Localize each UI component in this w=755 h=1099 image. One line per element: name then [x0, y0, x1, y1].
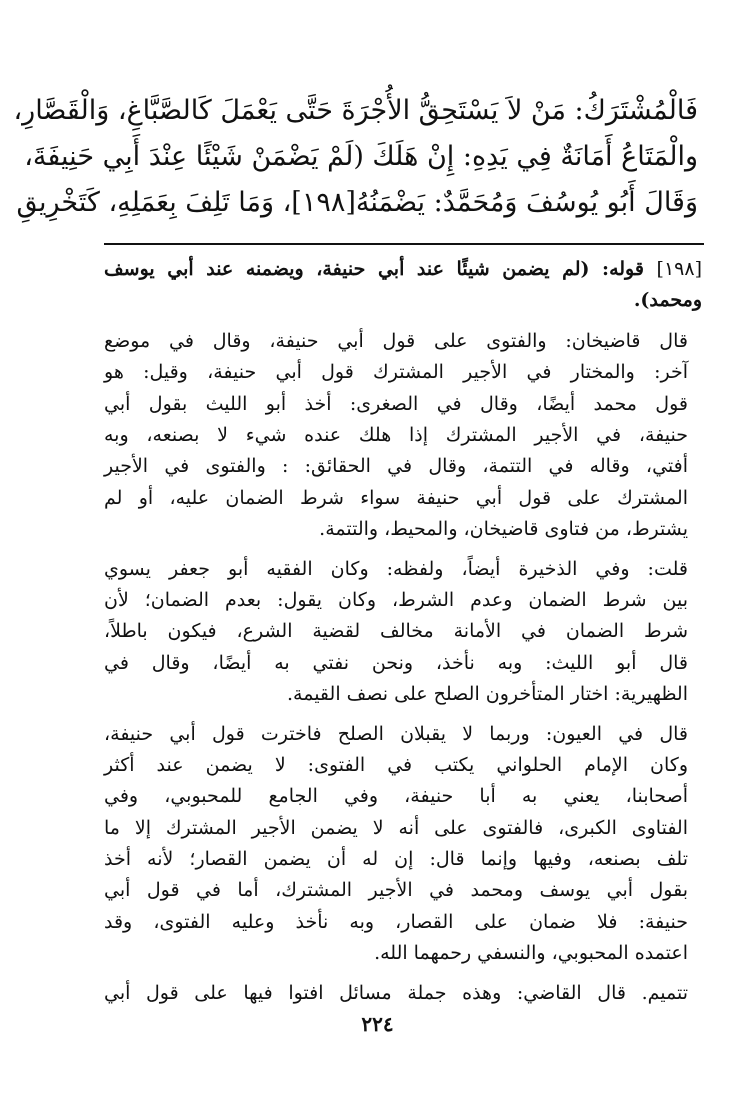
footnote-line: قال في العيون: وربما لا يقبلان الصلح فاخترت قول أبي حنيفة، — [104, 722, 688, 745]
footnote-heading — [104, 254, 702, 317]
footnote-line: قول محمد أيضًا، وقال في الصغرى: أخذ أبو الليث بقول أبي — [104, 392, 689, 415]
footnote-line: حنيفة، في الأجير المشترك إذا هلك عنده شيء لا بصنعه، وبه — [104, 423, 688, 446]
footnote-separator — [104, 243, 704, 245]
footnote-paragraph — [104, 554, 702, 711]
footnote-paragraph — [104, 719, 702, 970]
footnote-line: وكان الإمام الحلواني يكتب في الفتوى: لا يضمن عند أكثر — [104, 753, 688, 776]
footnote-line: حنيفة: فلا ضمان على القصار، وبه نأخذ وعليه الفتوى، وقد — [104, 910, 688, 933]
footnote-heading-text: قوله: (لم يضمن شيئًا عند أبي حنيفة، ويضمنه عند أبي يوسف ومحمد). — [104, 258, 702, 312]
footnote-line: قال أبو الليث: وبه نأخذ، ونحن نفتي به أيضًا، وقال في — [104, 651, 688, 674]
footnote-line: أصحابنا، يعني به أبا حنيفة، وفي الجامع للمحبوبي، وفي — [104, 785, 688, 808]
footnote-line: شرط الضمان في الأمانة مخالف لقضية الشرع، فيكون باطلاً، — [104, 620, 688, 643]
footnote-line: تلف بصنعه، وفيها وإنما قال: إن له أن يضمن القصار؛ لأنه أخذ — [104, 848, 688, 871]
footnote-line: تتميم. قال القاضي: وهذه جملة مسائل افتوا فيها على قول أبي — [104, 981, 688, 1004]
footnote-paragraph — [104, 978, 702, 1009]
main-text-line: وَقَالَ أَبُو يُوسُفَ وَمُحَمَّدٌ: يَضْمَنُهُ[١٩٨]، وَمَا تَلِفَ بِعَمَلِهِ، كَتَخْرِيقِ — [16, 187, 698, 218]
footnote-line: اعتمده المحبوبي، والنسفي رحمهما الله. — [374, 942, 688, 965]
footnote-paragraph — [104, 326, 702, 546]
main-text-line: والْمَتَاعُ أَمَانَةٌ فِي يَدِهِ: إِنْ هَلَكَ (لَمْ يَضْمَنْ شَيْئًا عِنْدَ أَبِي حَنِيفَةَ، — [24, 141, 698, 172]
footnote-line: الفتاوى الكبرى، فالفتوى على أنه لا يضمن الأجير المشترك إلا ما — [104, 816, 688, 839]
footnote-line: يشترط، من فتاوى قاضيخان، والمحيط، والتتمة. — [319, 518, 688, 541]
footnote-section — [104, 254, 702, 1017]
footnote-line: المشترك على قول أبي حنيفة سواء شرط الضمان عليه، أو لم — [104, 486, 688, 509]
footnote-line: أفتي، وقاله في التتمة، وقال في الحقائق: : والفتوى في الأجير — [104, 455, 688, 478]
footnote-number: [١٩٨] — [656, 258, 702, 280]
footnote-line: قلت: وفي الذخيرة أيضاً، ولفظه: وكان الفقيه أبو جعفر يسوي — [104, 557, 688, 580]
main-text — [13, 88, 698, 226]
main-text-line: فَالْمُشْتَرَكُ: مَنْ لاَ يَسْتَحِقُّ الأُجْرَةَ حَتَّى يَعْمَلَ كَالصَّبَّاغِ، وَالْقَصَّارِ، — [13, 95, 698, 126]
footnote-line: آخر: والمختار في الأجير المشترك قول أبي حنيفة، وقيل: هو — [104, 361, 688, 384]
page-number: ٢٢٤ — [361, 1012, 394, 1036]
footnote-line: قال قاضيخان: والفتوى على قول أبي حنيفة، وقال في موضع — [104, 329, 688, 352]
footnote-line: بقول أبي يوسف ومحمد في الأجير المشترك، أما في قول أبي — [104, 879, 688, 902]
footnote-line: الظهيرية: اختار المتأخرون الصلح على نصف القيمة. — [286, 683, 688, 706]
footnote-line: بين شرط الضمان وعدم الشرط، وكان يقول: بعدم الضمان؛ لأن — [104, 588, 688, 611]
